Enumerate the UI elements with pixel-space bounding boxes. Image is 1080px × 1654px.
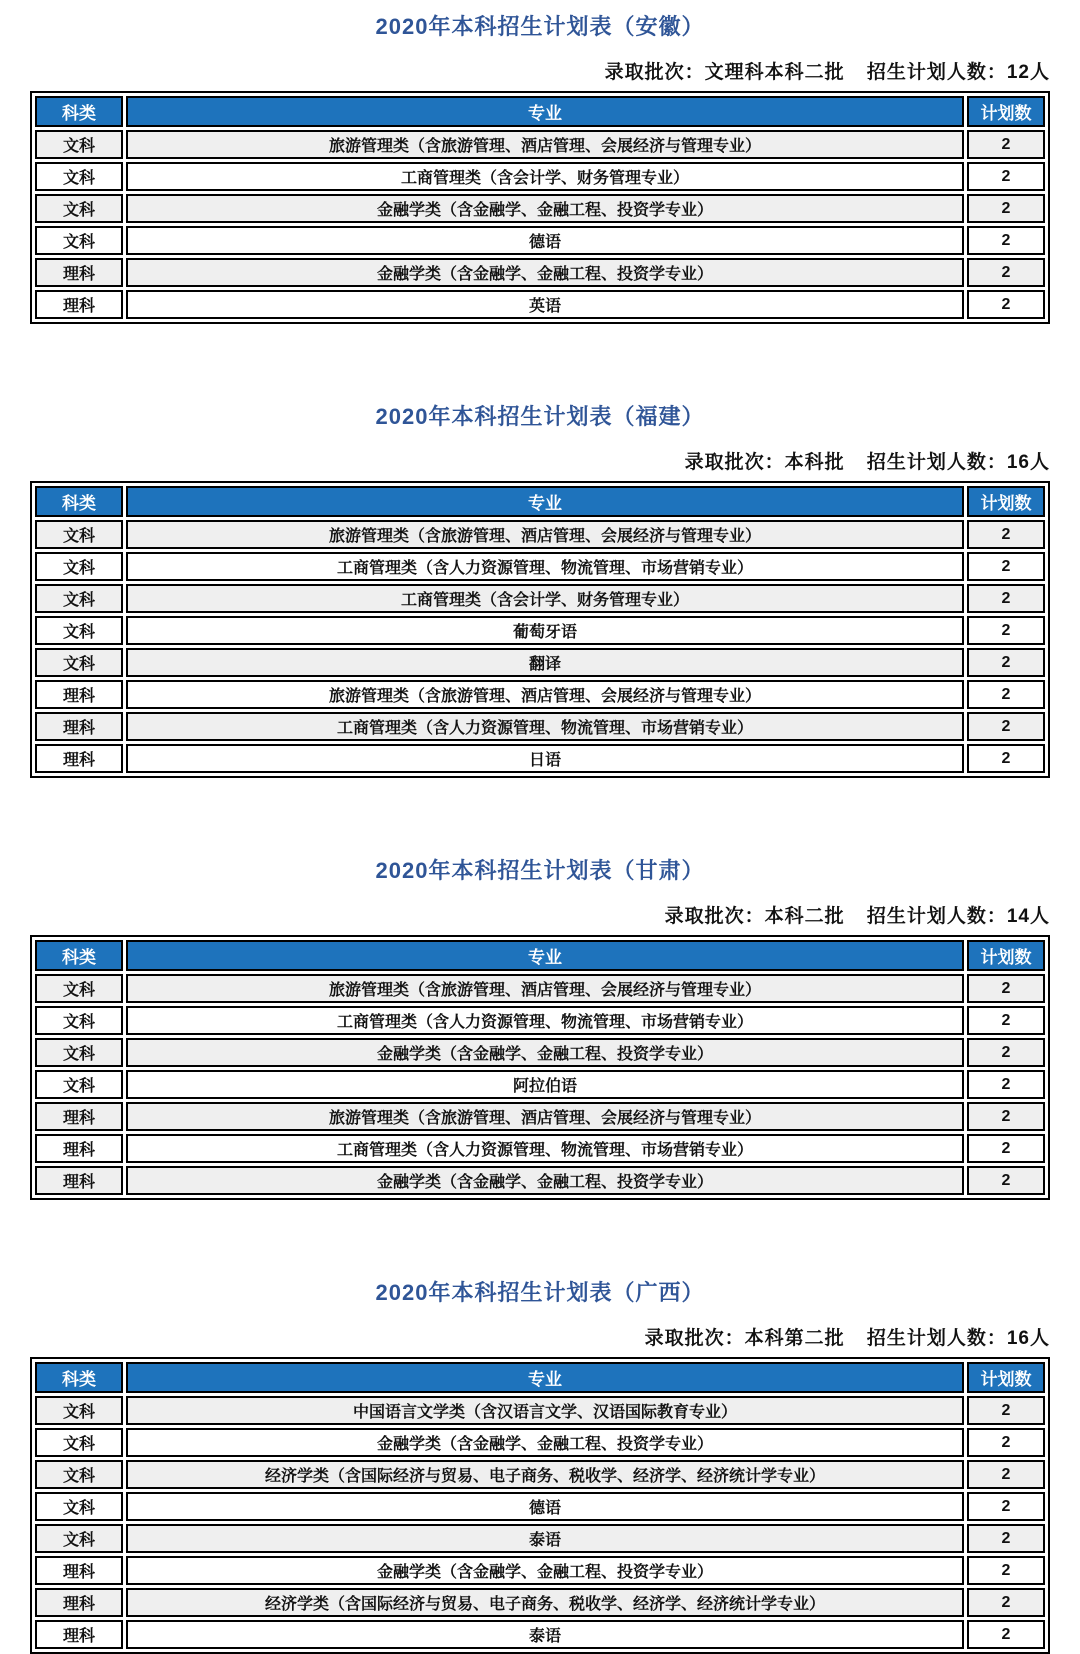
table-row xyxy=(35,1620,1045,1649)
cell-count: 2 xyxy=(967,744,1045,773)
cell-major: 旅游管理类（含旅游管理、酒店管理、会展经济与管理专业） xyxy=(126,974,964,1003)
plan-count-total: 招生计划人数：12人 xyxy=(866,62,1050,83)
cell-count: 2 xyxy=(967,1460,1045,1489)
cell-category: 文科 xyxy=(35,130,123,159)
cell-count: 2 xyxy=(967,226,1045,255)
cell-major: 经济学类（含国际经济与贸易、电子商务、税收学、经济学、经济统计学专业） xyxy=(126,1588,964,1617)
table-body xyxy=(35,520,1045,773)
cell-count: 2 xyxy=(967,648,1045,677)
cell-major: 旅游管理类（含旅游管理、酒店管理、会展经济与管理专业） xyxy=(126,130,964,159)
cell-major: 工商管理类（含人力资源管理、物流管理、市场营销专业） xyxy=(126,1134,964,1163)
table-subtitle xyxy=(0,1323,1050,1350)
table-row xyxy=(35,290,1045,319)
cell-major: 金融学类（含金融学、金融工程、投资学专业） xyxy=(126,258,964,287)
cell-category: 理科 xyxy=(35,1588,123,1617)
cell-category: 文科 xyxy=(35,1492,123,1521)
table-row xyxy=(35,1038,1045,1067)
cell-category: 文科 xyxy=(35,1428,123,1457)
header-cell-count: 计划数 xyxy=(967,486,1045,517)
cell-major: 金融学类（含金融学、金融工程、投资学专业） xyxy=(126,1038,964,1067)
table-row xyxy=(35,1166,1045,1195)
plan-table xyxy=(30,1357,1050,1654)
cell-major: 金融学类（含金融学、金融工程、投资学专业） xyxy=(126,1556,964,1585)
cell-count: 2 xyxy=(967,1038,1045,1067)
tables-root xyxy=(0,10,1080,1654)
cell-count: 2 xyxy=(967,290,1045,319)
header-row xyxy=(35,1362,1045,1393)
cell-major: 金融学类（含金融学、金融工程、投资学专业） xyxy=(126,1166,964,1195)
cell-major: 阿拉伯语 xyxy=(126,1070,964,1099)
admission-batch: 录取批次：本科二批 xyxy=(664,906,845,927)
cell-major: 工商管理类（含人力资源管理、物流管理、市场营销专业） xyxy=(126,1006,964,1035)
cell-category: 理科 xyxy=(35,1556,123,1585)
cell-count: 2 xyxy=(967,616,1045,645)
plan-table xyxy=(30,91,1050,324)
cell-major: 工商管理类（含会计学、财务管理专业） xyxy=(126,584,964,613)
table-row xyxy=(35,744,1045,773)
cell-category: 文科 xyxy=(35,648,123,677)
cell-category: 理科 xyxy=(35,744,123,773)
cell-category: 文科 xyxy=(35,552,123,581)
cell-major: 工商管理类（含会计学、财务管理专业） xyxy=(126,162,964,191)
cell-category: 文科 xyxy=(35,1038,123,1067)
cell-count: 2 xyxy=(967,1588,1045,1617)
table-row xyxy=(35,552,1045,581)
header-cell-major: 专业 xyxy=(126,940,964,971)
cell-count: 2 xyxy=(967,1556,1045,1585)
table-row xyxy=(35,648,1045,677)
header-row xyxy=(35,486,1045,517)
cell-major: 德语 xyxy=(126,226,964,255)
cell-category: 文科 xyxy=(35,584,123,613)
cell-major: 葡萄牙语 xyxy=(126,616,964,645)
cell-count: 2 xyxy=(967,1134,1045,1163)
table-row xyxy=(35,194,1045,223)
table-row xyxy=(35,1006,1045,1035)
cell-category: 理科 xyxy=(35,1166,123,1195)
admission-batch: 录取批次：本科批 xyxy=(684,452,845,473)
table-subtitle xyxy=(0,57,1050,84)
table-row xyxy=(35,712,1045,741)
cell-count: 2 xyxy=(967,1070,1045,1099)
plan-count-total: 招生计划人数：14人 xyxy=(866,906,1050,927)
cell-major: 工商管理类（含人力资源管理、物流管理、市场营销专业） xyxy=(126,552,964,581)
header-row xyxy=(35,96,1045,127)
table-body xyxy=(35,130,1045,319)
cell-category: 文科 xyxy=(35,194,123,223)
cell-category: 理科 xyxy=(35,712,123,741)
cell-count: 2 xyxy=(967,130,1045,159)
table-row xyxy=(35,258,1045,287)
cell-count: 2 xyxy=(967,520,1045,549)
cell-major: 旅游管理类（含旅游管理、酒店管理、会展经济与管理专业） xyxy=(126,680,964,709)
cell-major: 旅游管理类（含旅游管理、酒店管理、会展经济与管理专业） xyxy=(126,520,964,549)
cell-major: 翻译 xyxy=(126,648,964,677)
cell-count: 2 xyxy=(967,1620,1045,1649)
cell-count: 2 xyxy=(967,1428,1045,1457)
cell-count: 2 xyxy=(967,1492,1045,1521)
table-row xyxy=(35,1588,1045,1617)
cell-major: 旅游管理类（含旅游管理、酒店管理、会展经济与管理专业） xyxy=(126,1102,964,1131)
cell-category: 理科 xyxy=(35,1134,123,1163)
table-row xyxy=(35,584,1045,613)
cell-major: 金融学类（含金融学、金融工程、投资学专业） xyxy=(126,1428,964,1457)
cell-major: 日语 xyxy=(126,744,964,773)
cell-major: 金融学类（含金融学、金融工程、投资学专业） xyxy=(126,194,964,223)
cell-major: 泰语 xyxy=(126,1524,964,1553)
cell-major: 经济学类（含国际经济与贸易、电子商务、税收学、经济学、经济统计学专业） xyxy=(126,1460,964,1489)
table-row xyxy=(35,130,1045,159)
header-cell-count: 计划数 xyxy=(967,940,1045,971)
admission-batch: 录取批次：文理科本科二批 xyxy=(604,62,845,83)
header-row xyxy=(35,940,1045,971)
cell-category: 文科 xyxy=(35,1524,123,1553)
cell-count: 2 xyxy=(967,1396,1045,1425)
table-body xyxy=(35,974,1045,1195)
plan-table xyxy=(30,481,1050,778)
table-row xyxy=(35,1396,1045,1425)
cell-category: 理科 xyxy=(35,290,123,319)
table-title: 2020年本科招生计划表（甘肃） xyxy=(375,858,705,883)
cell-major: 工商管理类（含人力资源管理、物流管理、市场营销专业） xyxy=(126,712,964,741)
cell-major: 泰语 xyxy=(126,1620,964,1649)
cell-category: 文科 xyxy=(35,974,123,1003)
table-row xyxy=(35,162,1045,191)
cell-category: 理科 xyxy=(35,1620,123,1649)
cell-category: 文科 xyxy=(35,1396,123,1425)
table-row xyxy=(35,616,1045,645)
header-cell-count: 计划数 xyxy=(967,1362,1045,1393)
table-subtitle xyxy=(0,447,1050,474)
cell-count: 2 xyxy=(967,1102,1045,1131)
table-row xyxy=(35,1134,1045,1163)
header-cell-category: 科类 xyxy=(35,96,123,127)
table-row xyxy=(35,1428,1045,1457)
cell-category: 文科 xyxy=(35,1070,123,1099)
header-cell-major: 专业 xyxy=(126,486,964,517)
cell-category: 理科 xyxy=(35,1102,123,1131)
plan-count-total: 招生计划人数：16人 xyxy=(866,452,1050,473)
cell-count: 2 xyxy=(967,712,1045,741)
cell-count: 2 xyxy=(967,258,1045,287)
plan-table xyxy=(30,935,1050,1200)
document-page xyxy=(0,10,1080,1654)
header-cell-count: 计划数 xyxy=(967,96,1045,127)
table-title: 2020年本科招生计划表（广西） xyxy=(375,1280,705,1305)
table-body xyxy=(35,1396,1045,1649)
table-title: 2020年本科招生计划表（安徽） xyxy=(375,14,705,39)
cell-count: 2 xyxy=(967,162,1045,191)
cell-category: 文科 xyxy=(35,162,123,191)
cell-count: 2 xyxy=(967,680,1045,709)
table-row xyxy=(35,1460,1045,1489)
table-row xyxy=(35,1524,1045,1553)
cell-major: 英语 xyxy=(126,290,964,319)
cell-category: 文科 xyxy=(35,226,123,255)
table-subtitle xyxy=(0,901,1050,928)
plan-table-section xyxy=(0,400,1080,778)
cell-category: 理科 xyxy=(35,258,123,287)
table-row xyxy=(35,1556,1045,1585)
cell-count: 2 xyxy=(967,1166,1045,1195)
table-title: 2020年本科招生计划表（福建） xyxy=(375,404,705,429)
header-cell-category: 科类 xyxy=(35,940,123,971)
cell-major: 德语 xyxy=(126,1492,964,1521)
table-row xyxy=(35,520,1045,549)
header-cell-category: 科类 xyxy=(35,486,123,517)
plan-table-section xyxy=(0,10,1080,324)
table-row xyxy=(35,680,1045,709)
plan-table-section xyxy=(0,854,1080,1200)
cell-category: 文科 xyxy=(35,1006,123,1035)
plan-table-section xyxy=(0,1276,1080,1654)
plan-count-total: 招生计划人数：16人 xyxy=(866,1328,1050,1349)
cell-category: 文科 xyxy=(35,1460,123,1489)
cell-count: 2 xyxy=(967,974,1045,1003)
admission-batch: 录取批次：本科第二批 xyxy=(644,1328,845,1349)
header-cell-category: 科类 xyxy=(35,1362,123,1393)
cell-major: 中国语言文学类（含汉语言文学、汉语国际教育专业） xyxy=(126,1396,964,1425)
header-cell-major: 专业 xyxy=(126,96,964,127)
table-row xyxy=(35,1070,1045,1099)
table-row xyxy=(35,1492,1045,1521)
table-row xyxy=(35,974,1045,1003)
cell-count: 2 xyxy=(967,1006,1045,1035)
cell-count: 2 xyxy=(967,584,1045,613)
cell-count: 2 xyxy=(967,552,1045,581)
cell-count: 2 xyxy=(967,194,1045,223)
table-row xyxy=(35,226,1045,255)
cell-count: 2 xyxy=(967,1524,1045,1553)
table-row xyxy=(35,1102,1045,1131)
header-cell-major: 专业 xyxy=(126,1362,964,1393)
cell-category: 理科 xyxy=(35,680,123,709)
cell-category: 文科 xyxy=(35,616,123,645)
cell-category: 文科 xyxy=(35,520,123,549)
